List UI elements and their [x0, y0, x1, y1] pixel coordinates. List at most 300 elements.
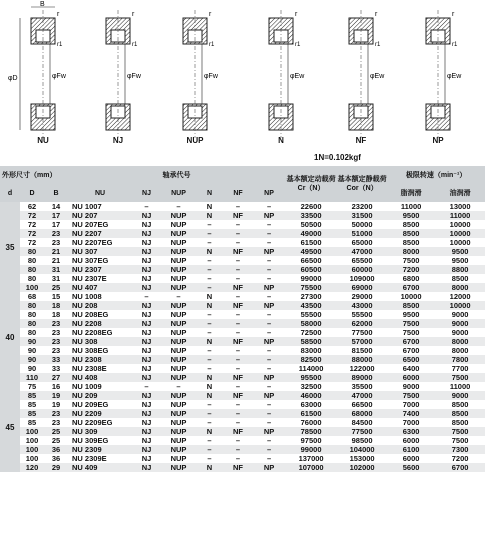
- nj-code-cell: NJ: [132, 301, 161, 310]
- dynamic-load-cell: 78500: [285, 427, 337, 436]
- r-label-nf: r: [375, 11, 378, 18]
- n-code-cell: N: [196, 211, 223, 220]
- oil-speed-cell: 7500: [435, 427, 485, 436]
- grease-speed-cell: 9500: [402, 310, 420, 319]
- static-load-cell: 88000: [337, 355, 387, 364]
- nj-code-cell: NJ: [132, 283, 161, 292]
- table-row: [0, 247, 485, 256]
- oil-speed-cell: 12000: [449, 292, 471, 301]
- grease-speed-cell: 6000: [402, 436, 420, 445]
- np-code-cell: –: [266, 256, 272, 265]
- nu-code-cell: NU 307EG: [72, 256, 109, 265]
- nu-code-cell: NU 2207: [68, 229, 132, 238]
- nj-code-cell: NJ: [141, 454, 152, 463]
- nj-code-cell: –: [144, 292, 149, 301]
- nu-code-cell: NU 2207EG: [72, 238, 113, 247]
- nu-code-cell: NU 307: [68, 247, 132, 256]
- dynamic-load-cell: 97500: [300, 436, 322, 445]
- nf-code-cell: NF: [223, 247, 253, 256]
- nf-code-cell: NF: [223, 373, 253, 382]
- outer-d-cell: 75: [27, 382, 37, 391]
- static-load-cell: 65500: [351, 256, 373, 265]
- outer-d-cell: 85: [27, 400, 37, 409]
- dynamic-load-cell: 58000: [285, 319, 337, 328]
- oil-speed-cell: 8500: [451, 274, 469, 283]
- dynamic-load-cell: 61500: [285, 409, 337, 418]
- static-load-cell: 29000: [351, 292, 373, 301]
- r1-label-nup: r1: [209, 42, 215, 48]
- dynamic-load-cell: 63000: [300, 400, 322, 409]
- nj-code-cell: –: [144, 202, 149, 211]
- static-load-cell: 122000: [349, 364, 375, 373]
- grease-speed-cell: 8500: [402, 238, 420, 247]
- header-nj: NJ: [132, 184, 161, 202]
- r1-label-nj: r1: [132, 42, 138, 48]
- oil-speed-cell: 8800: [435, 265, 485, 274]
- nu-code-cell: NU 208EG: [72, 310, 109, 319]
- width-b-cell: 23: [51, 328, 61, 337]
- header-nu: NU: [68, 184, 132, 202]
- oil-speed-cell: 7500: [435, 373, 485, 382]
- static-load-cell: 81500: [351, 346, 373, 355]
- dynamic-load-cell: 49000: [285, 229, 337, 238]
- bore-d-cell: 35: [0, 202, 20, 292]
- n-code-cell: –: [196, 355, 223, 364]
- dynamic-load-cell: 99000: [300, 274, 322, 283]
- nup-code-cell: NUP: [161, 211, 196, 220]
- table-row: [0, 229, 485, 238]
- nup-code-cell: NUP: [161, 427, 196, 436]
- nu-code-cell: NU 2307: [68, 265, 132, 274]
- width-b-cell: 36: [44, 445, 68, 454]
- width-b-cell: 14: [51, 202, 61, 211]
- table-row: [0, 409, 485, 418]
- oil-speed-cell: 9000: [435, 319, 485, 328]
- outer-d-cell: 100: [20, 427, 44, 436]
- oil-speed-cell: 8000: [451, 346, 469, 355]
- outer-d-cell: 80: [20, 319, 44, 328]
- header-grease: 脂润滑: [387, 184, 435, 202]
- outer-d-cell: 85: [20, 391, 44, 400]
- r-label-np: r: [452, 11, 455, 18]
- nup-code-cell: NUP: [170, 400, 187, 409]
- width-b-cell: 23: [51, 238, 61, 247]
- nup-code-cell: –: [176, 292, 181, 301]
- oil-speed-cell: 7800: [435, 355, 485, 364]
- n-code-cell: –: [207, 274, 212, 283]
- nf-code-cell: –: [235, 382, 241, 391]
- np-code-cell: –: [266, 310, 272, 319]
- outer-d-cell: 80: [27, 274, 37, 283]
- table-row: [0, 445, 485, 454]
- oil-speed-cell: 8000: [435, 337, 485, 346]
- nup-code-cell: –: [176, 202, 181, 211]
- header-code-group: 轴承代号: [68, 166, 285, 184]
- nup-code-cell: NUP: [170, 328, 187, 337]
- static-load-cell: 51000: [337, 229, 387, 238]
- nu-code-cell: NU 308EG: [72, 346, 109, 355]
- dynamic-load-cell: 50500: [300, 220, 322, 229]
- width-b-cell: 27: [44, 373, 68, 382]
- nup-code-cell: NUP: [161, 463, 196, 472]
- table-row: [0, 355, 485, 364]
- width-b-cell: 23: [51, 346, 61, 355]
- nj-code-cell: –: [144, 382, 149, 391]
- np-code-cell: –: [266, 382, 272, 391]
- np-code-cell: –: [253, 319, 285, 328]
- table-row: [0, 328, 485, 337]
- nup-code-cell: NUP: [161, 319, 196, 328]
- nu-code-cell: NU 2308E: [72, 364, 107, 373]
- dynamic-load-cell: 32500: [300, 382, 322, 391]
- nf-code-cell: –: [223, 355, 253, 364]
- grease-speed-cell: 6500: [387, 355, 435, 364]
- width-b-cell: 17: [51, 220, 61, 229]
- diagram-label-nu: NU: [37, 136, 49, 145]
- oil-speed-cell: 6700: [435, 463, 485, 472]
- dynamic-load-cell: 61500: [300, 238, 322, 247]
- outer-d-cell: 90: [27, 346, 37, 355]
- n-code-cell: N: [196, 427, 223, 436]
- nj-code-cell: NJ: [132, 229, 161, 238]
- outer-d-cell: 72: [20, 229, 44, 238]
- static-load-cell: 77500: [337, 427, 387, 436]
- header-speed-group: 极限转速（min⁻¹）: [387, 166, 485, 184]
- nu-code-cell: NU 209EG: [72, 400, 109, 409]
- oil-speed-cell: 10000: [449, 238, 471, 247]
- width-b-cell: 18: [51, 310, 61, 319]
- header-nup: NUP: [161, 184, 196, 202]
- nup-code-cell: NUP: [170, 274, 187, 283]
- grease-speed-cell: 6400: [402, 364, 420, 373]
- inner-dim-label-nf: φEw: [370, 73, 385, 80]
- nj-code-cell: NJ: [132, 391, 161, 400]
- nj-code-cell: NJ: [132, 427, 161, 436]
- diagram-label-nf: NF: [355, 136, 367, 145]
- np-code-cell: NP: [253, 301, 285, 310]
- n-code-cell: N: [196, 301, 223, 310]
- oil-speed-cell: 9500: [451, 256, 469, 265]
- np-code-cell: –: [253, 409, 285, 418]
- grease-speed-cell: 10000: [400, 292, 422, 301]
- np-code-cell: –: [266, 454, 272, 463]
- n-code-cell: –: [207, 328, 212, 337]
- n-code-cell: –: [207, 346, 212, 355]
- nf-code-cell: NF: [223, 427, 253, 436]
- oil-speed-cell: 7300: [435, 445, 485, 454]
- np-code-cell: –: [253, 355, 285, 364]
- n-code-cell: N: [206, 382, 213, 391]
- n-code-cell: –: [196, 229, 223, 238]
- np-code-cell: NP: [253, 247, 285, 256]
- nup-code-cell: NUP: [161, 391, 196, 400]
- np-code-cell: –: [266, 418, 272, 427]
- outer-d-cell: 80: [27, 256, 37, 265]
- outer-d-cell: 100: [25, 454, 39, 463]
- n-code-cell: N: [196, 247, 223, 256]
- n-code-cell: –: [196, 319, 223, 328]
- nu-code-cell: NU 408: [68, 373, 132, 382]
- static-load-cell: 98500: [351, 436, 373, 445]
- static-load-cell: 47000: [337, 247, 387, 256]
- inner-dim-label-nj: φFw: [127, 73, 141, 80]
- outer-d-cell: 100: [25, 436, 39, 445]
- oil-speed-cell: 9000: [435, 391, 485, 400]
- outer-d-cell: 120: [20, 463, 44, 472]
- width-b-cell: 18: [44, 301, 68, 310]
- nu-code-cell: NU 2307E: [72, 274, 107, 283]
- static-load-cell: 65000: [351, 238, 373, 247]
- nu-code-cell: NU 207EG: [72, 220, 109, 229]
- nup-code-cell: NUP: [161, 355, 196, 364]
- oil-speed-cell: 7200: [451, 454, 469, 463]
- outer-d-cell: 72: [27, 238, 37, 247]
- nj-code-cell: NJ: [132, 265, 161, 274]
- n-code-cell: –: [196, 445, 223, 454]
- grease-speed-cell: 6700: [387, 283, 435, 292]
- table-row: [0, 319, 485, 328]
- nup-code-cell: NUP: [170, 238, 187, 247]
- nj-code-cell: NJ: [141, 364, 152, 373]
- diagram-label-nup: NUP: [186, 136, 204, 145]
- nf-code-cell: –: [235, 220, 241, 229]
- np-code-cell: –: [266, 346, 272, 355]
- grease-speed-cell: 6100: [387, 445, 435, 454]
- width-b-cell: 23: [44, 409, 68, 418]
- outer-d-cell: 72: [20, 211, 44, 220]
- nu-code-cell: NU 1007: [72, 202, 102, 211]
- width-b-cell: 16: [51, 382, 61, 391]
- grease-speed-cell: 7500: [402, 328, 420, 337]
- nj-code-cell: NJ: [141, 328, 152, 337]
- nu-code-cell: NU 209: [68, 391, 132, 400]
- width-b-cell: 23: [51, 418, 61, 427]
- nf-code-cell: –: [223, 229, 253, 238]
- width-b-cell: 31: [44, 265, 68, 274]
- width-b-cell: 33: [51, 364, 61, 373]
- n-code-cell: N: [196, 337, 223, 346]
- nf-code-cell: –: [235, 310, 241, 319]
- grease-speed-cell: 8500: [387, 301, 435, 310]
- nu-code-cell: NU 2209: [68, 409, 132, 418]
- nu-code-cell: NU 2309E: [72, 454, 107, 463]
- nu-code-cell: NU 2308: [68, 355, 132, 364]
- outer-d-cell: 72: [27, 220, 37, 229]
- n-code-cell: N: [206, 292, 213, 301]
- nf-code-cell: NF: [223, 337, 253, 346]
- table-row: [0, 202, 485, 211]
- nup-code-cell: NUP: [170, 310, 187, 319]
- grease-speed-cell: 6700: [402, 346, 420, 355]
- inner-dim-label-nu: φFw: [52, 73, 66, 80]
- width-b-cell: 25: [44, 283, 68, 292]
- oil-speed-cell: 8500: [451, 400, 469, 409]
- n-code-cell: –: [196, 265, 223, 274]
- np-code-cell: –: [253, 445, 285, 454]
- oil-speed-cell: 8000: [435, 283, 485, 292]
- unit-note: 1N=0.102kgf: [314, 153, 361, 162]
- r1-label-nf: r1: [375, 42, 381, 48]
- dynamic-load-cell: 22600: [300, 202, 322, 211]
- static-load-cell: 68000: [337, 409, 387, 418]
- grease-speed-cell: 6000: [402, 454, 420, 463]
- nu-code-cell: NU 409: [68, 463, 132, 472]
- width-b-cell: 21: [51, 256, 61, 265]
- header-static-load: 基本额定静载荷Cor（N）: [337, 166, 387, 202]
- static-load-cell: 57000: [337, 337, 387, 346]
- np-code-cell: –: [266, 328, 272, 337]
- oil-speed-cell: 8500: [435, 409, 485, 418]
- grease-speed-cell: 7000: [402, 418, 420, 427]
- outer-d-cell: 100: [20, 283, 44, 292]
- grease-speed-cell: 8000: [387, 247, 435, 256]
- outer-d-cell: 85: [20, 409, 44, 418]
- r1-label-nu: r1: [57, 42, 63, 48]
- inner-dim-label-np: φEw: [447, 73, 462, 80]
- dynamic-load-cell: 76000: [300, 418, 322, 427]
- inner-dim-label-nup: φFw: [204, 73, 218, 80]
- static-load-cell: 50000: [351, 220, 373, 229]
- table-row: [0, 301, 485, 310]
- dynamic-load-cell: 82500: [285, 355, 337, 364]
- table-row: [0, 265, 485, 274]
- np-code-cell: NP: [253, 391, 285, 400]
- diagram-label-n: N: [278, 136, 284, 145]
- nj-code-cell: NJ: [141, 238, 152, 247]
- table-row: [0, 337, 485, 346]
- header-dims-group: 外形尺寸（mm）: [0, 166, 68, 184]
- nu-code-cell: NU 2208: [68, 319, 132, 328]
- table-row: [0, 373, 485, 382]
- dynamic-load-cell: 75500: [285, 283, 337, 292]
- nj-code-cell: NJ: [132, 373, 161, 382]
- np-code-cell: –: [266, 202, 272, 211]
- nu-code-cell: NU 208: [68, 301, 132, 310]
- nf-code-cell: NF: [223, 463, 253, 472]
- nu-code-cell: NU 1009: [72, 382, 102, 391]
- nup-code-cell: NUP: [161, 229, 196, 238]
- grease-speed-cell: 9000: [402, 382, 420, 391]
- n-code-cell: –: [207, 364, 212, 373]
- width-b-cell: 25: [44, 427, 68, 436]
- bearing-diagrams: [0, 0, 485, 150]
- dynamic-load-cell: 55500: [300, 310, 322, 319]
- static-load-cell: 35500: [351, 382, 373, 391]
- bearing-diagram-svg: [0, 0, 485, 150]
- nup-code-cell: NUP: [161, 445, 196, 454]
- nup-code-cell: NUP: [161, 247, 196, 256]
- nf-code-cell: –: [235, 274, 241, 283]
- nup-code-cell: NUP: [161, 373, 196, 382]
- nup-code-cell: –: [176, 382, 181, 391]
- grease-speed-cell: 7400: [387, 409, 435, 418]
- nj-code-cell: NJ: [132, 211, 161, 220]
- grease-speed-cell: 7500: [387, 319, 435, 328]
- static-load-cell: 31500: [337, 211, 387, 220]
- static-load-cell: 153000: [349, 454, 375, 463]
- header-oil: 油润滑: [435, 184, 485, 202]
- static-load-cell: 89000: [337, 373, 387, 382]
- oil-speed-cell: 11000: [449, 382, 471, 391]
- nf-code-cell: –: [223, 445, 253, 454]
- table-row: [0, 256, 485, 265]
- nu-code-cell: NU 309EG: [72, 436, 109, 445]
- grease-speed-cell: 5600: [387, 463, 435, 472]
- outer-d-cell: 90: [20, 355, 44, 364]
- table-row: [0, 346, 485, 355]
- outer-d-cell: 90: [27, 364, 37, 373]
- oil-speed-cell: 10000: [435, 301, 485, 310]
- r-label-nj: r: [132, 11, 135, 18]
- np-code-cell: NP: [253, 337, 285, 346]
- nj-code-cell: NJ: [141, 274, 152, 283]
- np-code-cell: –: [266, 220, 272, 229]
- np-code-cell: –: [266, 238, 272, 247]
- grease-speed-cell: 7500: [387, 391, 435, 400]
- np-code-cell: NP: [253, 283, 285, 292]
- nj-code-cell: NJ: [141, 436, 152, 445]
- oil-speed-cell: 11000: [435, 211, 485, 220]
- grease-speed-cell: 9500: [387, 211, 435, 220]
- nj-code-cell: NJ: [141, 220, 152, 229]
- outer-d-cell: 68: [27, 292, 37, 301]
- table-row: [0, 364, 485, 373]
- nf-code-cell: NF: [223, 211, 253, 220]
- nup-code-cell: NUP: [161, 301, 196, 310]
- nup-code-cell: NUP: [161, 337, 196, 346]
- outer-d-cell: 110: [20, 373, 44, 382]
- outer-d-cell: 80: [20, 301, 44, 310]
- np-code-cell: –: [266, 292, 272, 301]
- table-row: [0, 274, 485, 283]
- nf-code-cell: –: [235, 364, 241, 373]
- table-row: [0, 211, 485, 220]
- table-row: [0, 436, 485, 445]
- grease-speed-cell: 6300: [387, 427, 435, 436]
- header-nf: NF: [223, 184, 253, 202]
- n-code-cell: –: [196, 409, 223, 418]
- width-dim-label: B: [40, 1, 45, 8]
- n-code-cell: –: [207, 454, 212, 463]
- n-code-cell: N: [196, 391, 223, 400]
- dynamic-load-cell: 60500: [285, 265, 337, 274]
- table-row: [0, 454, 485, 463]
- header-dynamic-load: 基本额定动载荷Cr（N）: [285, 166, 337, 202]
- nup-code-cell: NUP: [161, 265, 196, 274]
- n-code-cell: –: [196, 283, 223, 292]
- r-label-nu: r: [57, 11, 60, 18]
- np-code-cell: –: [253, 265, 285, 274]
- nj-code-cell: NJ: [132, 355, 161, 364]
- oil-speed-cell: 9500: [435, 247, 485, 256]
- n-code-cell: N: [196, 373, 223, 382]
- dynamic-load-cell: 27300: [300, 292, 322, 301]
- nu-code-cell: NU 308: [68, 337, 132, 346]
- table-row: [0, 427, 485, 436]
- bore-d-cell: 45: [0, 382, 20, 472]
- dynamic-load-cell: 137000: [298, 454, 324, 463]
- table-row: [0, 292, 485, 301]
- np-code-cell: –: [266, 364, 272, 373]
- nup-code-cell: NUP: [170, 436, 187, 445]
- static-load-cell: 104000: [337, 445, 387, 454]
- table-row: [0, 463, 485, 472]
- width-b-cell: 23: [44, 319, 68, 328]
- width-b-cell: 23: [44, 337, 68, 346]
- nf-code-cell: –: [223, 319, 253, 328]
- table-row: [0, 238, 485, 247]
- n-code-cell: –: [207, 310, 212, 319]
